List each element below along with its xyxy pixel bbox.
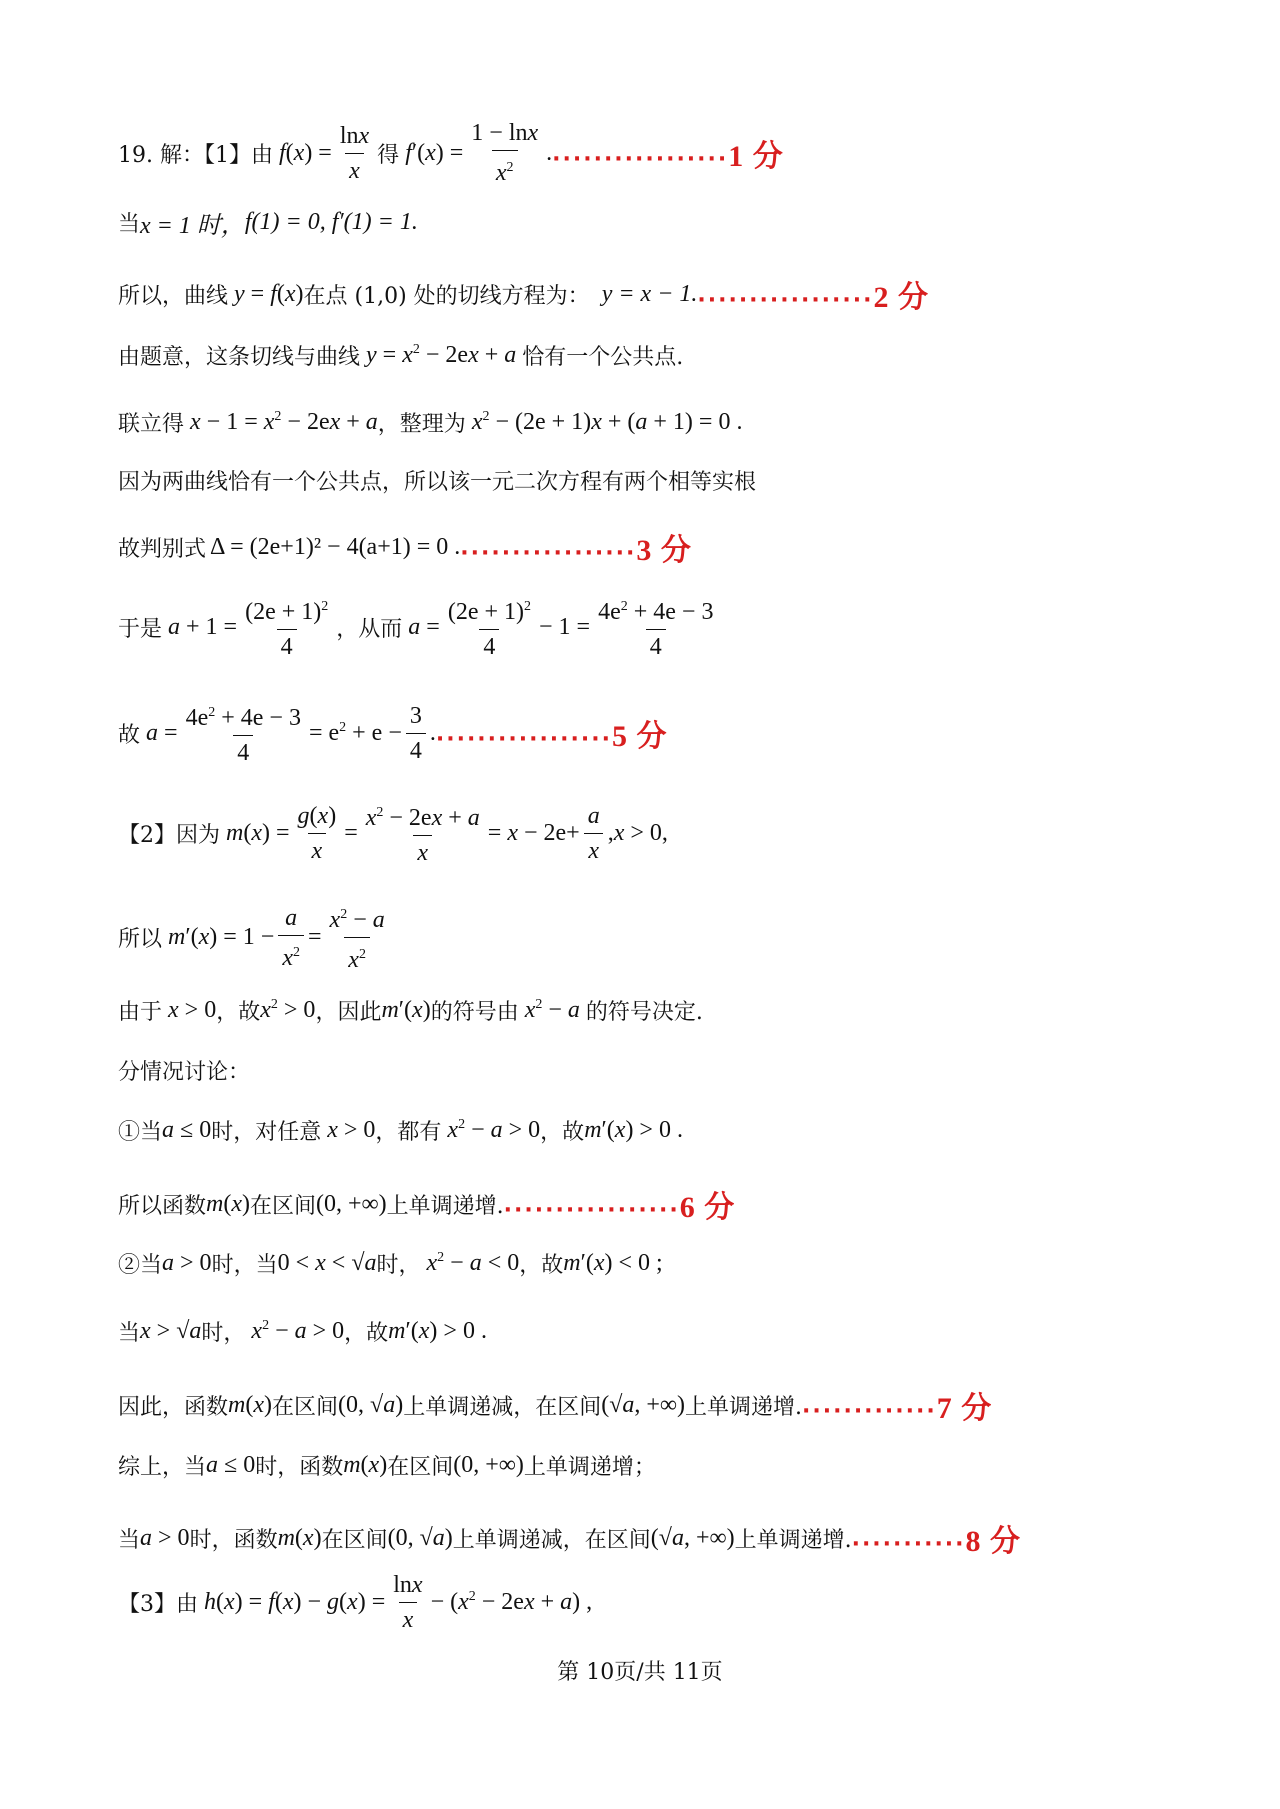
fraction-a-over-x: $\frac{a}{x}$ [584, 801, 604, 866]
fraction-3-over-4: $\frac{3}{4}$ [406, 701, 426, 766]
page-footer: 第 10页/共 11页 [557, 1660, 723, 1685]
line-so-a: 故 a = $\frac{4e^2 + 4e - 3}{4}$ = $e^2 + e$ − $\frac{3}{4}$ . ·················5 分 [118, 698, 667, 768]
hence-word: ，从而 [336, 616, 403, 642]
formula-a-plus-1: a + 1 = [168, 613, 238, 640]
formula-f: f(x) = [278, 139, 332, 166]
by-problem: 由题意，这条切线与曲线 [118, 345, 361, 370]
line-reason [118, 465, 756, 496]
line-problem [118, 340, 683, 371]
discriminant-formula: Δ = (2e+1)² − 4(a+1) = 0 . [210, 533, 461, 560]
reason-text: 因为两曲线恰有一个公共点，所以该一元二次方程有两个相等实根 [118, 470, 757, 495]
thus-word: 于是 [118, 616, 163, 642]
line-case2-else: 当 x > √a 时， $x^2 - a > 0$ ，故 m′(x) > 0 . [118, 1318, 487, 1346]
then-word: 所以 [118, 927, 163, 952]
score-marker-7: ·············7 分 [802, 1392, 993, 1425]
score-marker-1: ·················1 分 [552, 140, 784, 173]
formula-y-fx: y = f(x) [234, 280, 304, 307]
cases-text: 分情况讨论： [118, 1060, 251, 1085]
formula-fprime: f′(x) = [405, 139, 464, 166]
arrange-word: ，整理为 [377, 412, 466, 437]
line-part2-m: 【2】因为 m(x) = $\frac{g(x)}{x}$ = $\frac{x^2 - 2ex + a}{x}$ = x − 2e+ $\frac{a}{x}$ ,x > 0, [118, 798, 668, 868]
line-case2-result: 因此，函数 m(x) 在区间 (0, √a) 上单调递减，在区间 (√a, +∞) 上单调递增. ·············7 分 [118, 1383, 992, 1427]
fraction-a-value-b: $\frac{4e^2 + 4e - 3}{4}$ [185, 705, 301, 766]
part3-head: 【3】由 [118, 1592, 198, 1617]
score-marker-5: ·················5 分 [435, 720, 668, 753]
line-sign: 由于 x > 0 ，故 $x^2 > 0$ ，因此 m′(x) 的符号由 $x^2 - a$ 的符号决定. [118, 997, 703, 1025]
formula-m: m(x) = [226, 819, 290, 846]
discriminant-lead: 故判别式 [118, 536, 207, 562]
fraction-derivative: $\frac{1 - \ln x}{x^2}$ [471, 120, 539, 186]
line-m-prime: 所以 m′(x) = 1 − $\frac{a}{x^2}$ = $\frac{x^2 - a}{x^2}$ [118, 900, 393, 975]
line-cases [118, 1055, 250, 1086]
line-thus: 于是 a + 1 = $\frac{(2e + 1)^2}{4}$ ，从而 a = $\frac{(2e + 1)^2}{4}$ − 1 = $\frac{4e^2 + 4e - 3}{4}$ [118, 592, 721, 662]
score-marker-3: ·················3 分 [460, 534, 692, 567]
line-discriminant [118, 525, 692, 569]
derive-word: 得 [377, 142, 400, 168]
line-combine [118, 407, 742, 438]
line-case1: ①当 a ≤ 0 时，对任意 x > 0 ，都有 $x^2 - a > 0$ ，故 m′(x) > 0 . [118, 1117, 683, 1145]
fraction-poly-over-x: $\frac{x^2 - 2ex + a}{x}$ [365, 805, 480, 866]
line-tangent [118, 272, 929, 316]
fraction-lnx-over-x: $\frac{\ln x}{x}$ [339, 122, 370, 184]
score-marker-8: ···········8 分 [851, 1525, 1022, 1558]
line-case2: ②当 a > 0 时，当 0 < x < √a 时， $x^2 - a < 0$ ，故 m′(x) < 0 ; [118, 1250, 663, 1278]
fraction-2e1-sq-over-4: $\frac{(2e + 1)^2}{4}$ [245, 599, 329, 660]
line-x-equals-1 [118, 205, 418, 240]
x1-condition: x = 1 时， [140, 213, 245, 239]
part2-head: 【2】因为 [118, 822, 220, 848]
score-marker-2: ·················2 分 [697, 281, 929, 314]
fraction-x2-minus-a-over-x2: $\frac{x^2 - a}{x^2}$ [329, 907, 385, 973]
line-part3: 【3】由 h(x) = f(x) − g(x) = $\frac{\ln x}{x}$ − $(x^2 - 2ex + a)$ , [118, 1572, 593, 1633]
fraction-2e1-sq-over-4-b: $\frac{(2e + 1)^2}{4}$ [447, 599, 531, 660]
when-word: 当 [118, 212, 141, 237]
score-marker-6: ·················6 分 [503, 1191, 736, 1224]
line-case1-result: 所以函数 m(x) 在区间 (0, +∞) 上单调递增. ·················6 分 [118, 1182, 735, 1226]
fraction-a-value: $\frac{4e^2 + 4e - 3}{4}$ [598, 599, 714, 660]
formula-quadratic: $x^2 - (2e + 1)x + (a + 1) = 0$ . [471, 409, 743, 435]
so-a-word: 故 [118, 722, 141, 748]
tangent-at: 在点 (1,0) 处的切线方程为： [303, 283, 590, 309]
formula-combined: $x - 1 = x^2 - 2ex + a$ [190, 409, 378, 435]
q19-head: 19. 解：【1】由 [118, 142, 273, 168]
line-summary-2: 当 a > 0 时，函数 m(x) 在区间 (0, √a) 上单调递减，在区间 (√a, +∞) 上单调递增. ···········8 分 [118, 1516, 1021, 1560]
formula-a: a = [146, 719, 178, 746]
f1-values: f(1) = 0, f′(1) = 1. [244, 209, 418, 235]
so-curve: 所以，曲线 [118, 283, 229, 309]
fraction-a-over-x2: $\frac{a}{x^2}$ [278, 903, 304, 973]
combine-word: 联立得 [118, 412, 185, 437]
since-word: 由于 [118, 1000, 163, 1025]
formula-a-equals: a = [408, 613, 440, 640]
formula-m-prime: m′(x) = 1 − [168, 924, 275, 950]
tangent-equation: y = x − 1. [601, 280, 698, 307]
line-summary-1: 综上，当 a ≤ 0 时，函数 m(x) 在区间 (0, +∞) 上单调递增； [118, 1452, 656, 1480]
formula-curve: $y = x^2 - 2ex + a$ [366, 342, 517, 368]
fraction-lnx-over-x-b: $\frac{\ln x}{x}$ [393, 1572, 423, 1633]
one-point: 恰有一个公共点. [522, 345, 684, 370]
line-part1-derivative: 19. 解：【1】由 f(x) = $\frac{\ln x}{x}$ 得 f′(x) = $\frac{1 - \ln x}{x^2}$ . ·················1 分 [118, 120, 784, 186]
fraction-g-over-x: $\frac{g(x)}{x}$ [297, 802, 337, 864]
formula-h: h(x) = f(x) − g(x) = [204, 1589, 386, 1615]
